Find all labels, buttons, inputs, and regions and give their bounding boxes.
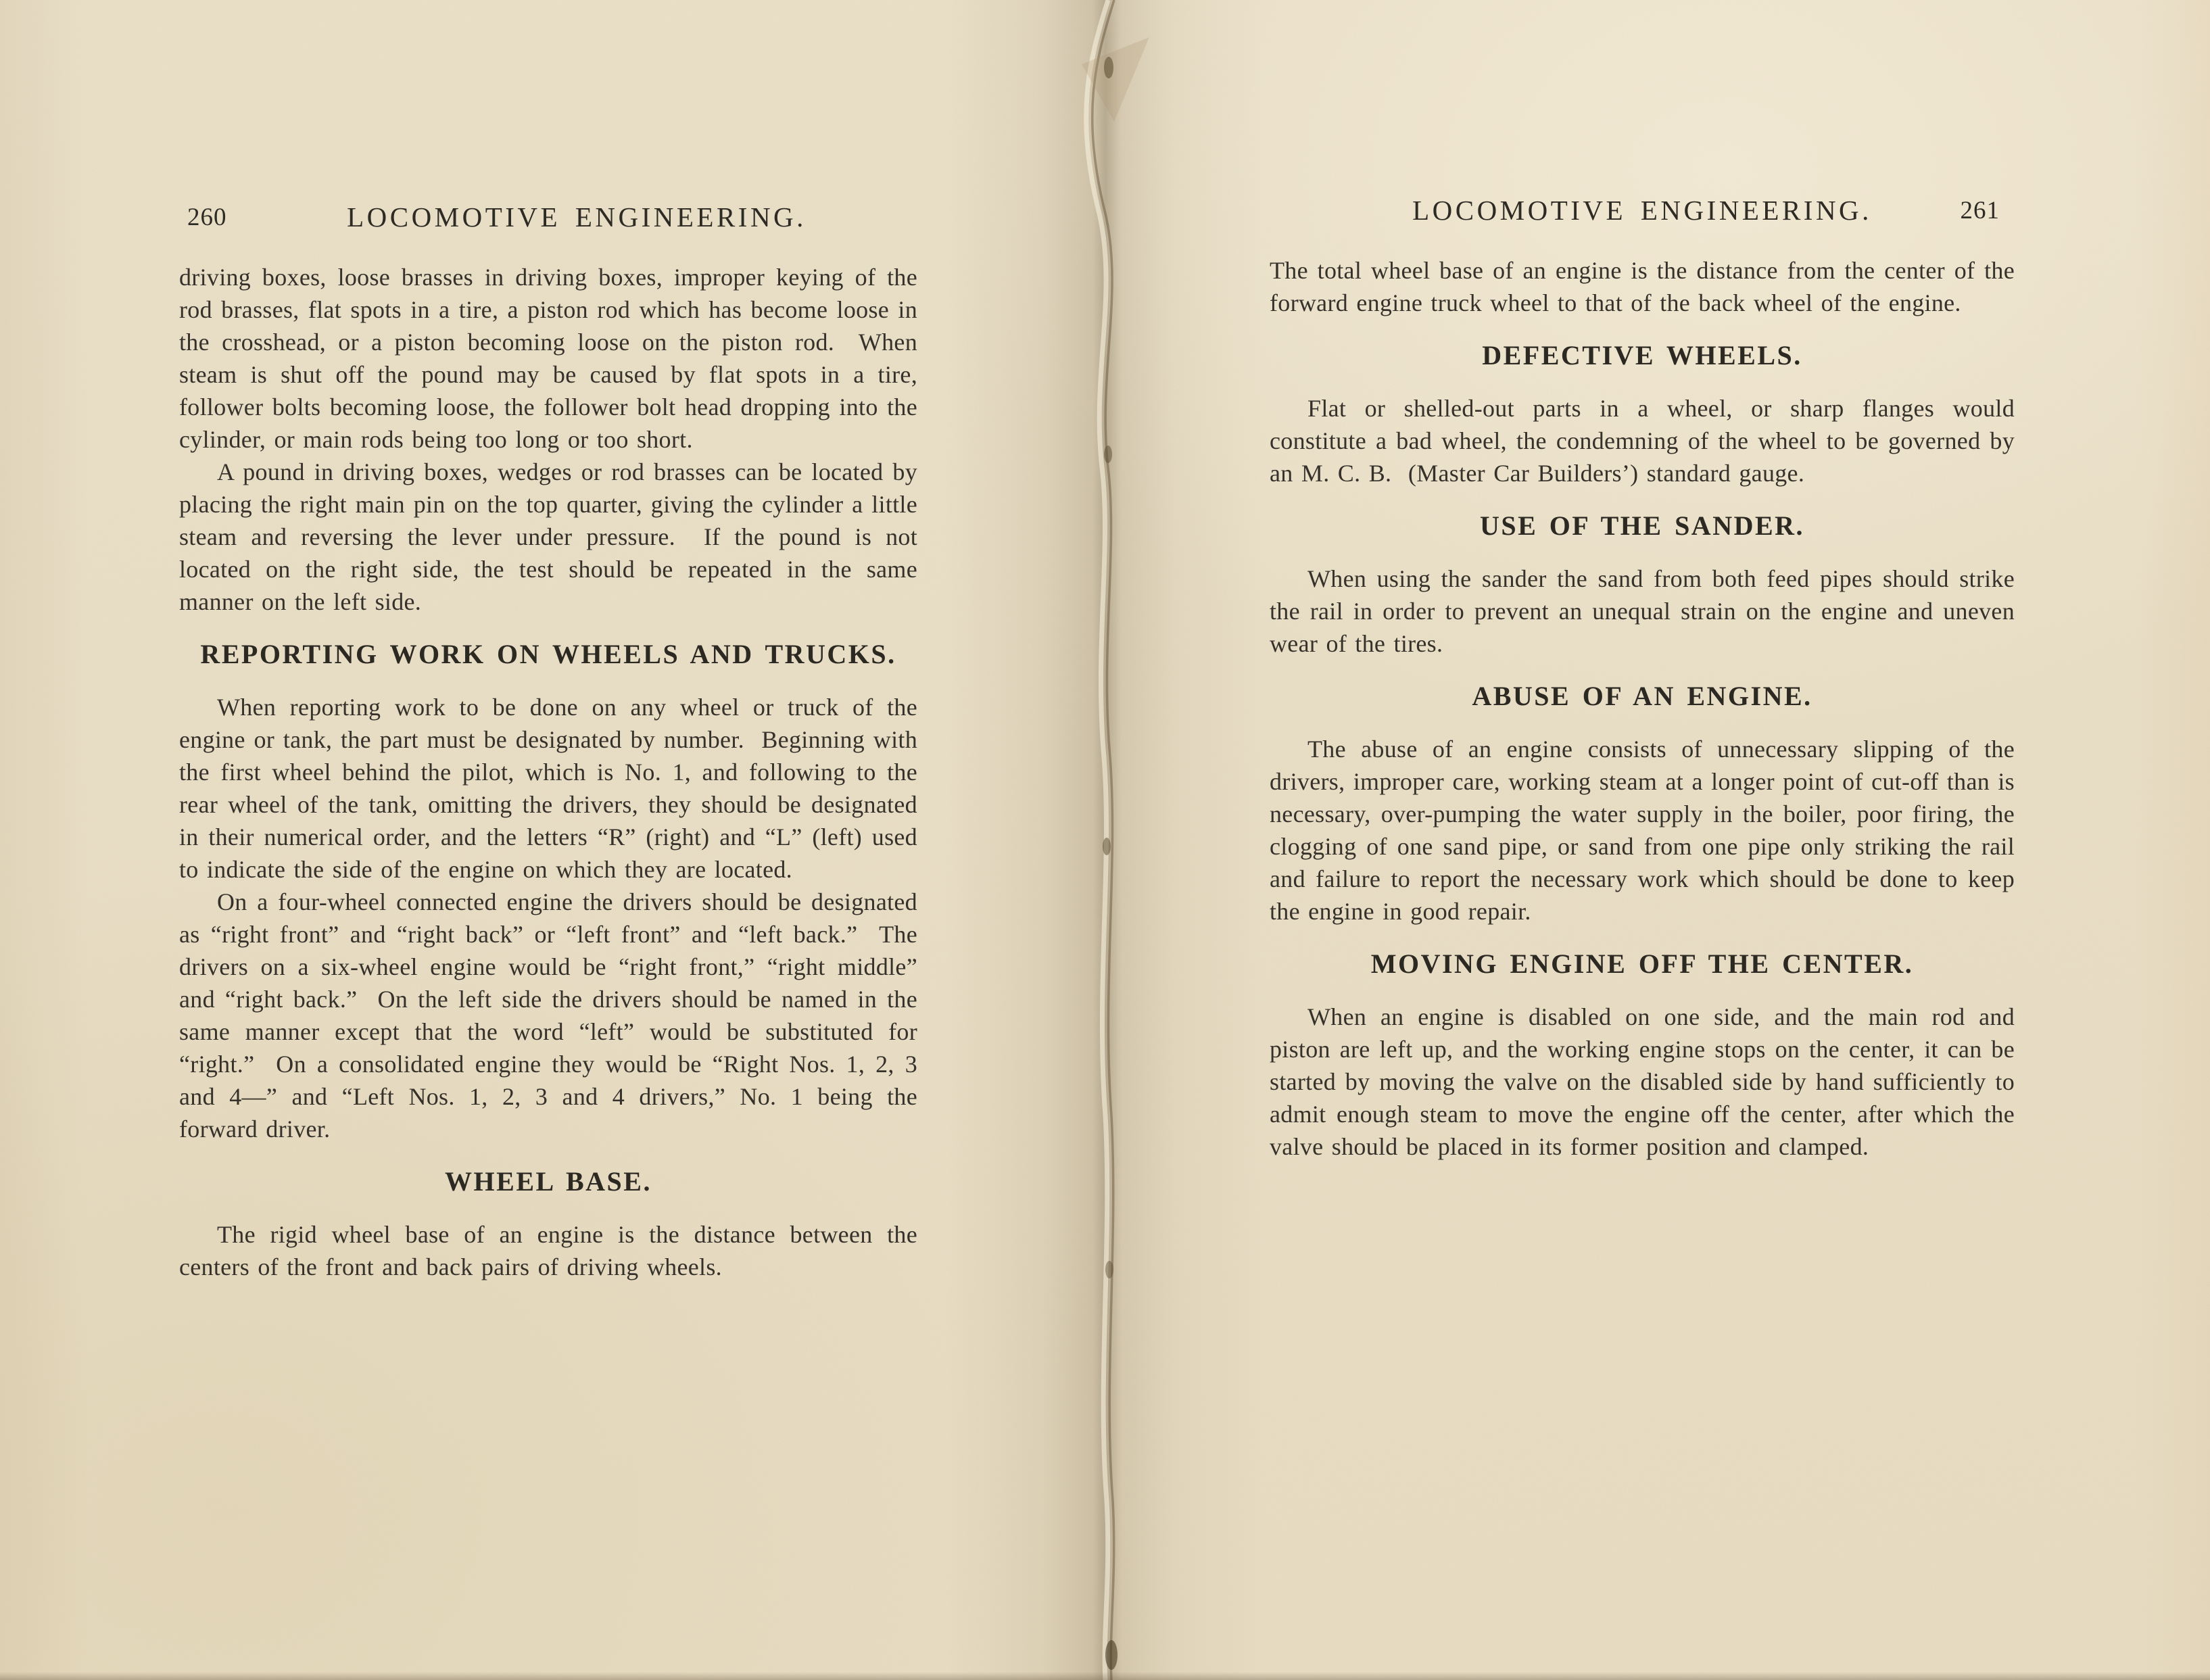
bottom-edge-shadow [0, 1672, 2210, 1680]
paragraph: On a four-wheel connected engine the drivers should be designated as “right front” and “right back” or “left front” and “left back.” The drivers on a six-wheel engine would be “right front,” “right middle” and “right back.” On the left side the drivers should be named in the same manner except that the word “left” would be substituted for “right.” On a consolidated engine they would be “Right Nos. 1, 2, 3 and 4—” and “Left Nos. 1, 2, 3 and 4 drivers,” No. 1 being the forward driver. [179, 888, 917, 1143]
left-page-body [179, 261, 917, 1283]
paragraph: The abuse of an engine consists of unnecessary slipping of the drivers, improper care, working steam at a longer point of cut-off than is necessary, over-pumping the water supply in the boiler, poor firing, the clogging of one sand pipe, or sand from one pipe only striking the rail and failure to report the necessary work which should be done to keep the engine in good repair. [1270, 736, 2015, 925]
right-page-number: 261 [1960, 197, 2000, 224]
right-edge-vignette [2136, 0, 2210, 1680]
book-gutter-shadow [946, 0, 1264, 1680]
left-page [179, 200, 917, 1283]
paragraph: The total wheel base of an engine is the distance from the center of the forward engine truck wheel to that of the back wheel of the engine. [1270, 257, 2015, 316]
section-heading: USE OF THE SANDER. [1479, 510, 1805, 541]
section-heading: REPORTING WORK ON WHEELS AND TRUCKS. [200, 639, 896, 669]
paragraph: When an engine is disabled on one side, and the main rod and piston are left up, and the working engine stops on the center, it can be started by moving the valve on the disabled side by hand sufficiently to admit enough steam to move the engine off the center, after which the valve should be placed in its former position and clamped. [1270, 1003, 2015, 1160]
left-page-header [179, 200, 917, 234]
right-page [1270, 193, 2015, 1163]
left-page-number: 260 [187, 203, 227, 231]
paragraph: When using the sander the sand from both feed pipes should strike the rail in order to prevent an unequal strain on the engine and uneven wear of the tires. [1270, 565, 2015, 657]
section-heading: DEFECTIVE WHEELS. [1482, 340, 1802, 370]
paragraph: driving boxes, loose brasses in driving boxes, improper keying of the rod brasses, flat spots in a tire, a piston rod which has become loose in the crosshead, or a piston becoming loose on the piston rod. When steam is shut off the pound may be caused by flat spots in a tire, follower bolts becoming loose, the follower bolt head dropping into the cylinder, or main rods being too long or too short. [179, 264, 917, 453]
left-running-title: LOCOMOTIVE ENGINEERING. [347, 201, 807, 233]
section-heading: ABUSE OF AN ENGINE. [1472, 681, 1812, 711]
left-edge-vignette [0, 0, 88, 1680]
right-page-header [1270, 193, 2015, 227]
right-running-title: LOCOMOTIVE ENGINEERING. [1412, 195, 1872, 226]
section-heading: MOVING ENGINE OFF THE CENTER. [1370, 949, 1914, 979]
paragraph: Flat or shelled-out parts in a wheel, or sharp flanges would constitute a bad wheel, the condemning of the wheel to be governed by an M. C. B. (Master Car Builders’) standard gauge. [1270, 395, 2015, 487]
paragraph: The rigid wheel base of an engine is the distance between the centers of the front and back pairs of driving wheels. [179, 1221, 917, 1280]
paragraph: When reporting work to be done on any wheel or truck of the engine or tank, the part must be designated by number. Beginning with the first wheel behind the pilot, which is No. 1, and following to the rear wheel of the tank, omitting the drivers, they should be designated in their numerical order, and the letters “R” (right) and “L” (left) used to indicate the side of the engine on which they are located. [179, 694, 917, 883]
right-page-body [1270, 254, 2015, 1163]
paragraph: A pound in driving boxes, wedges or rod brasses can be located by placing the right main pin on the top quarter, giving the cylinder a little steam and reversing the lever under pressure. If the pound is not located on the right side, the test should be repeated in the same manner on the left side. [179, 458, 917, 615]
section-heading: WHEEL BASE. [445, 1166, 652, 1197]
